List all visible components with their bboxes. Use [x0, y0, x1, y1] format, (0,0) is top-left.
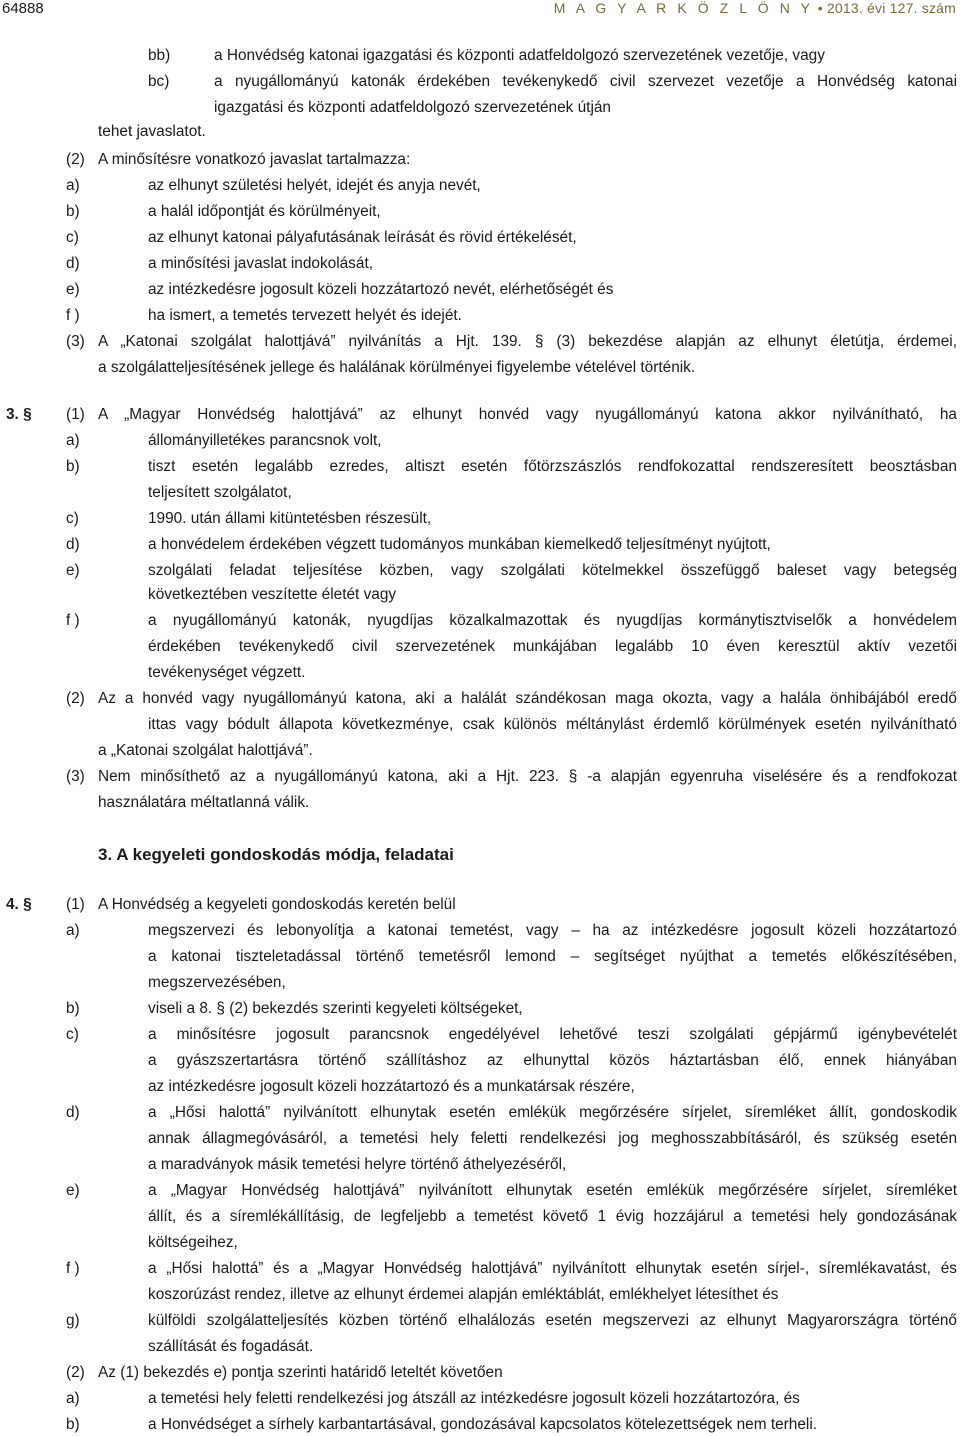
text-line: a katonai tiszteletadással történő temetésről lemond – segítséget nyújthat a temetés előkészítésében,	[148, 948, 957, 965]
point-label: d)	[66, 536, 80, 553]
text-line: a nyugállományú katonák érdekében tevékenykedő civil szervezet vezetője a Honvédség katonai	[214, 73, 957, 90]
text-line: a gyászszertartásra történő szállításhoz az elhunyttal közös háztartásban élő, ennek hiányában	[148, 1052, 957, 1069]
text-line: Nem minősíthető az a nyugállományú katona, aki a Hjt. 223. § -a alapján egyenruha viselésére és a rendfokozat	[98, 768, 957, 785]
text-line: 1990. után állami kitüntetésben részesült,	[148, 510, 432, 527]
point-label: f )	[66, 1260, 80, 1277]
text-line: a maradványok másik temetési helyre történő áthelyezéséről,	[148, 1156, 567, 1173]
text-line: megszervezésében,	[148, 974, 286, 991]
text-line: szolgálati feladat teljesítése közben, vagy szolgálati kötelmekkel összefüggő baleset vagy betegség	[148, 562, 957, 579]
text-line: tiszt esetén legalább ezredes, altiszt esetén főtörzszászlós rendfokozattal rendszeresített beosztásban	[148, 458, 957, 475]
text-line: a minősítési javaslat indokolását,	[148, 255, 373, 272]
text-line: a Honvédséget a sírhely karbantartásával, gondozásával kapcsolatos kötelezettségek nem terheli.	[148, 1416, 818, 1433]
paragraph-number: (1)	[66, 406, 85, 423]
text-line: tehet javaslatot.	[98, 123, 206, 140]
text-line: használatára méltatlanná válik.	[98, 794, 310, 811]
point-label: e)	[66, 562, 80, 579]
text-line: tevékenységet végzett.	[148, 664, 306, 681]
point-label: bb)	[148, 47, 171, 64]
point-label: a)	[66, 1390, 80, 1407]
point-label: bc)	[148, 73, 170, 90]
text-line: annak állagmegóvásáról, a temetési hely feletti rendelkezési jog meghosszabbításáról, és szükség esetén	[148, 1130, 957, 1147]
point-label: d)	[66, 1104, 80, 1121]
paragraph-number: (3)	[66, 333, 85, 350]
section-number: 4. §	[6, 896, 32, 913]
text-line: megszervezi és lebonyolítja a katonai temetést, vagy – ha az intézkedésre jogosult közeli hozzátartozó	[148, 922, 957, 939]
text-line: a honvédelem érdekében végzett tudományos munkában kiemelkedő teljesítményt nyújtott,	[148, 536, 771, 553]
text-line: a szolgálatteljesítésének jellege és halálának körülményei figyelembe vételével történik.	[98, 359, 696, 376]
text-line: viseli a 8. § (2) bekezdés szerinti kegyeleti költségeket,	[148, 1000, 523, 1017]
text-line: igazgatási és központi adatfeldolgozó szervezetének útján	[214, 99, 611, 116]
journal-name: M A G Y A R K Ö Z L Ö N Y	[553, 0, 814, 16]
text-line: a „Hősi halottá” nyilvánított elhunytak esetén emlékük megőrzésére sírjelet, síremléket állít, gondoskodik	[148, 1104, 957, 1121]
paragraph-number: (2)	[66, 1364, 85, 1381]
text-line: állít, és a síremlékállításig, de legfeljebb a temetést követő 1 évig hozzájárul a temetési hely gondozásának	[148, 1208, 957, 1225]
point-label: a)	[66, 177, 80, 194]
text-line: állományilletékes parancsnok volt,	[148, 432, 382, 449]
text-line: ittas vagy bódult állapota következménye, csak különös méltánylást érdemlő körülmények esetén nyilvánítható	[148, 716, 957, 733]
point-label: b)	[66, 1416, 80, 1433]
section-number: 3. §	[6, 406, 32, 423]
text-line: a „Hősi halottá” és a „Magyar Honvédség halottjává” nyilvánított elhunytak esetén sírjel-, síremlékavatást, és	[148, 1260, 957, 1277]
point-label: f )	[66, 307, 80, 324]
point-label: c)	[66, 510, 79, 527]
paragraph-number: (3)	[66, 768, 85, 785]
text-line: szállítását és fogadását.	[148, 1338, 314, 1355]
point-label: b)	[66, 458, 80, 475]
text-line: a nyugállományú katonák, nyugdíjas közalkalmazottak és nyugdíjas kormánytisztviselők a honvédelem	[148, 612, 957, 629]
issue-number: • 2013. évi 127. szám	[813, 0, 956, 16]
text-line: Az a honvéd vagy nyugállományú katona, aki a halálát szándékosan maga okozta, vagy a halála önhibájából eredő	[98, 690, 957, 707]
text-line: az elhunyt katonai pályafutásának leírását és rövid értékelését,	[148, 229, 577, 246]
text-line: az elhunyt születési helyét, idejét és anyja nevét,	[148, 177, 481, 194]
text-line: a halál időpontját és körülményeit,	[148, 203, 381, 220]
point-label: e)	[66, 281, 80, 298]
point-label: b)	[66, 1000, 80, 1017]
text-line: A „Magyar Honvédség halottjává” az elhunyt honvéd vagy nyugállományú katona akkor nyilvánítható, ha	[98, 406, 957, 423]
point-label: g)	[66, 1312, 80, 1329]
text-line: az intézkedésre jogosult közeli hozzátartozó nevét, elérhetőségét és	[148, 281, 614, 298]
paragraph-number: (2)	[66, 690, 85, 707]
point-label: a)	[66, 922, 80, 939]
text-line: a minősítésre jogosult parancsnok engedélyével lehetővé teszi szolgálati gépjármű igénybevételét	[148, 1026, 957, 1043]
point-label: b)	[66, 203, 80, 220]
paragraph-number: (2)	[66, 151, 85, 168]
text-line: koszorúzást rendez, illetve az elhunyt érdemei alapján emléktáblát, emlékhelyet létesíthet és	[148, 1286, 779, 1303]
text-line: A minősítésre vonatkozó javaslat tartalmazza:	[98, 151, 411, 168]
text-line: a „Magyar Honvédség halottjává” nyilvánított elhunytak esetén emlékük megőrzésére sírjelet, síremléket	[148, 1182, 957, 1199]
page-number: 64888	[2, 0, 44, 17]
point-label: c)	[66, 229, 79, 246]
text-line: teljesített szolgálatot,	[148, 484, 292, 501]
text-line: érdekében tevékenykedő civil szervezetének munkájában legalább 10 éven keresztül aktív vezetői	[148, 638, 957, 655]
chapter-heading: 3. A kegyeleti gondoskodás módja, feladatai	[98, 845, 454, 864]
text-line: a temetési hely feletti rendelkezési jog átszáll az intézkedésre jogosult közeli hozzátartozóra, és	[148, 1390, 800, 1407]
text-line: Az (1) bekezdés e) pontja szerinti határidő leteltét követően	[98, 1364, 503, 1381]
point-label: f )	[66, 612, 80, 629]
text-line: A Honvédség a kegyeleti gondoskodás keretén belül	[98, 896, 456, 913]
point-label: d)	[66, 255, 80, 272]
point-label: c)	[66, 1026, 79, 1043]
text-line: következtében veszítette életét vagy	[148, 586, 397, 603]
text-line: a „Katonai szolgálat halottjává”.	[98, 742, 313, 759]
text-line: külföldi szolgálatteljesítés közben történő elhalálozás esetén megszervezi az elhunyt Magyarországra történő	[148, 1312, 957, 1329]
paragraph-number: (1)	[66, 896, 85, 913]
text-line: költségeihez,	[148, 1234, 238, 1251]
text-line: ha ismert, a temetés tervezett helyét és idejét.	[148, 307, 462, 324]
journal-title	[554, 0, 956, 16]
text-line: A „Katonai szolgálat halottjává” nyilvánítás a Hjt. 139. § (3) bekezdése alapján az elhunyt életútja, érdemei,	[98, 333, 957, 350]
text-line: az intézkedésre jogosult közeli hozzátartozó és a munkatársak részére,	[148, 1078, 635, 1095]
point-label: a)	[66, 432, 80, 449]
text-line: a Honvédség katonai igazgatási és központi adatfeldolgozó szervezetének vezetője, vagy	[214, 47, 825, 64]
point-label: e)	[66, 1182, 80, 1199]
